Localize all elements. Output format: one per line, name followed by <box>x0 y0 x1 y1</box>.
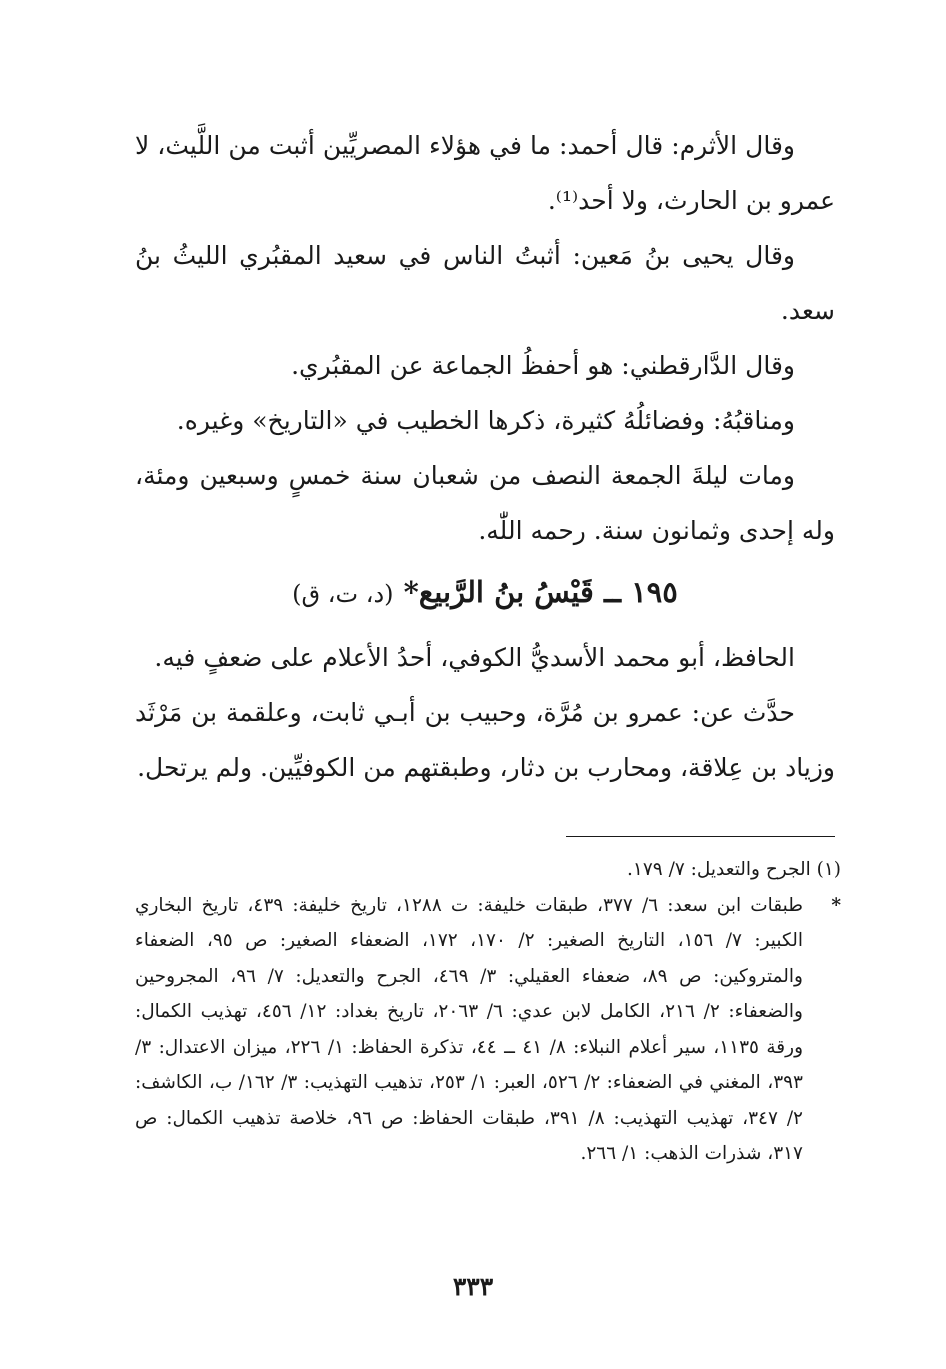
paragraph-daraqutni-quote: وقال الدَّارقطني: هو أحفظُ الجماعة عن المقبُري. <box>291 351 795 380</box>
main-text <box>135 118 835 795</box>
paragraph-entry-teachers: حدَّث عن: عمرو بن مُرَّة، وحبيب بن أبـي ثابت، وعلقمة بن مَرْثَد وزياد بن عِلاقة، ومحارب بن دثار، وطبقتهم من الكوفيِّين. ولم يرتحل. <box>135 698 835 782</box>
page-number: ٣٣٣ <box>452 1272 494 1301</box>
entry-title: ١٩٥ ــ قَيْسُ بنُ الرَّبيع* <box>403 575 678 609</box>
entry-heading <box>135 562 835 624</box>
footnotes <box>135 852 841 1172</box>
footnote-sources <box>135 888 841 1172</box>
paragraph-ibn-maeen-quote: وقال يحيى بنُ مَعين: أثبتُ الناس في سعيد المقبُري الليثُ بنُ سعد. <box>135 241 835 325</box>
entry-sigla: (د، ت، ق) <box>292 580 394 608</box>
footnote-divider <box>566 836 835 837</box>
sources-list: طبقات ابن سعد: ٦/ ٣٧٧، طبقات خليفة: ت ١٢٨٨، تاريخ خليفة: ٤٣٩، تاريخ البخاري الكبير: ٧/ ١٥٦، التاريخ الصغير: ٢/ ١٧٠، ١٧٢، الضعفاء الصغير: ص ٩٥، الضعفاء والمتروكين: ص ٨٩، ضعفاء العقيلي: ٣/ ٤٦٩، الجرح والتعديل: ٧/ ٩٦، المجروحين والضعفاء: ٢/ ٢١٦، الكامل لابن عدي: ٦/ ٢٠٦٣، تاريخ بغداد: ١٢/ ٤٥٦، تهذيب الكمال: ورقة ١١٣٥، سير أعلام النبلاء: ٨/ ٤١ ــ ٤٤، تذكرة الحفاظ: ١/ ٢٢٦، ميزان الاعتدال: ٣/ ٣٩٣، المغني في الضعفاء: ٢/ ٥٢٦، العبر: ١/ ٢٥٣، تذهيب التهذيب: ٣/ ١٦٢/ ب، الكاشف: ٢/ ٣٤٧، تهذيب التهذيب: ٨/ ٣٩١، طبقات الحفاظ: ص ٩٦، خلاصة تذهيب الكمال: ص ٣١٧، شذرات الذهب: ١/ ٢٦٦. <box>135 894 803 1164</box>
paragraph-virtues: ومناقبُهُ: وفضائلُهُ كثيرة، ذكرها الخطيب في «التاريخ» وغيره. <box>176 406 795 435</box>
footnote-1: (١) الجرح والتعديل: ٧/ ١٧٩. <box>627 859 841 880</box>
asterisk-marker: * <box>831 894 841 916</box>
paragraph-death: ومات ليلةَ الجمعة النصف من شعبان سنة خمسٍ وسبعين ومئة، وله إحدى وثمانون سنة. رحمه اللّٰه. <box>135 461 835 545</box>
paragraph-entry-intro: الحافظ، أبو محمد الأسديُّ الكوفي، أحدُ الأعلام على ضعفٍ فيه. <box>154 643 795 672</box>
paragraph-athram-quote: وقال الأثرم: قال أحمد: ما في هؤلاء المصريِّين أثبت من اللَّيث، لا عمرو بن الحارث، ولا أحد⁽¹⁾. <box>135 131 835 215</box>
